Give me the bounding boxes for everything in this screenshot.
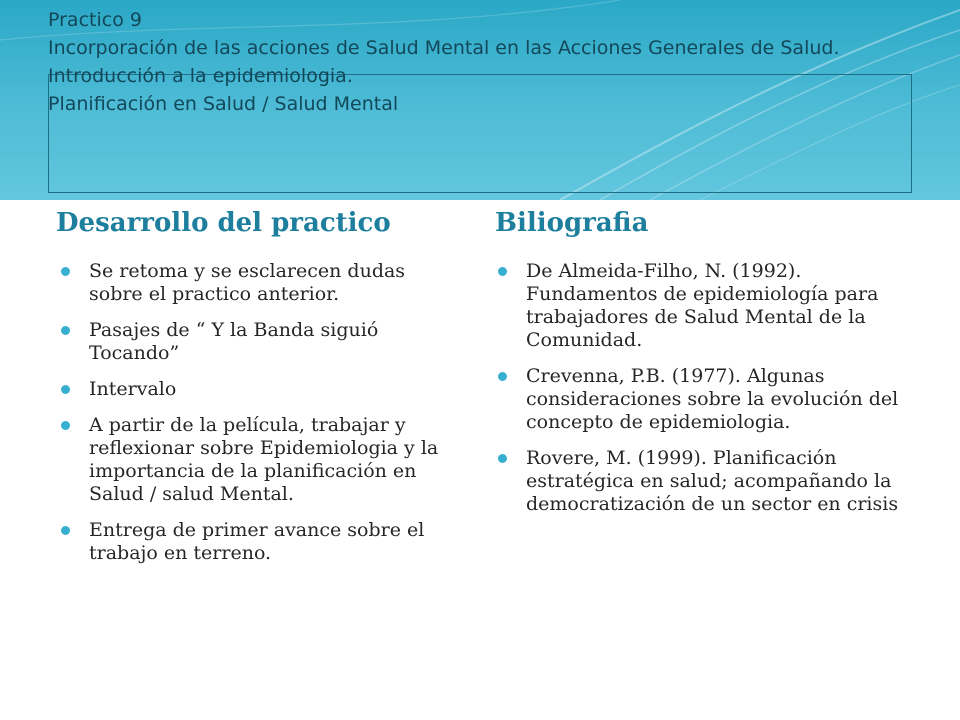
list-item-text: A partir de la película, trabajar y reflexionar sobre Epidemiologia y la importancia de la planificación en Salud / salud Mental. [89,414,439,505]
title-line: Introducción a la epidemiologia. [48,65,353,87]
list-item-text: Rovere, M. (1999). Planificación estratégica en salud; acompañando la democratización de un sector en crisis [526,447,899,515]
list-item [61,319,461,365]
left-column [61,260,461,578]
list-item-text: Intervalo [89,378,177,400]
list-item [61,260,461,306]
bullet-icon [61,421,70,430]
list-item-text: Pasajes de “ Y la Banda siguió Tocando” [89,319,379,364]
left-heading: Desarrollo del practico [56,208,391,238]
bullet-icon [61,267,70,276]
bullet-icon [61,326,70,335]
list-item [61,519,461,565]
list-item [498,365,908,434]
bullet-icon [61,385,70,394]
list-item [498,447,908,516]
list-item-text: Se retoma y se esclarecen dudas sobre el practico anterior. [89,260,406,305]
bullet-icon [498,372,507,381]
title-line: Planificación en Salud / Salud Mental [48,93,399,115]
right-heading: Biliografia [495,208,649,238]
right-column [498,260,908,529]
bullet-icon [498,267,507,276]
title-line: Incorporación de las acciones de Salud Mental en las Acciones Generales de Salud. [48,37,840,59]
list-item-text: De Almeida-Filho, N. (1992). Fundamentos de epidemiología para trabajadores de Salud Mental de la Comunidad. [526,260,879,351]
list-item [61,378,461,401]
header-banner [0,0,960,200]
title-line: Practico 9 [48,9,142,31]
bullet-icon [61,526,70,535]
list-item [61,414,461,506]
list-item-text: Crevenna, P.B. (1977). Algunas consideraciones sobre la evolución del concepto de epidemiologia. [526,365,899,433]
bullet-icon [498,454,507,463]
list-item [498,260,908,352]
slide-title [48,6,908,118]
list-item-text: Entrega de primer avance sobre el trabajo en terreno. [89,519,425,564]
